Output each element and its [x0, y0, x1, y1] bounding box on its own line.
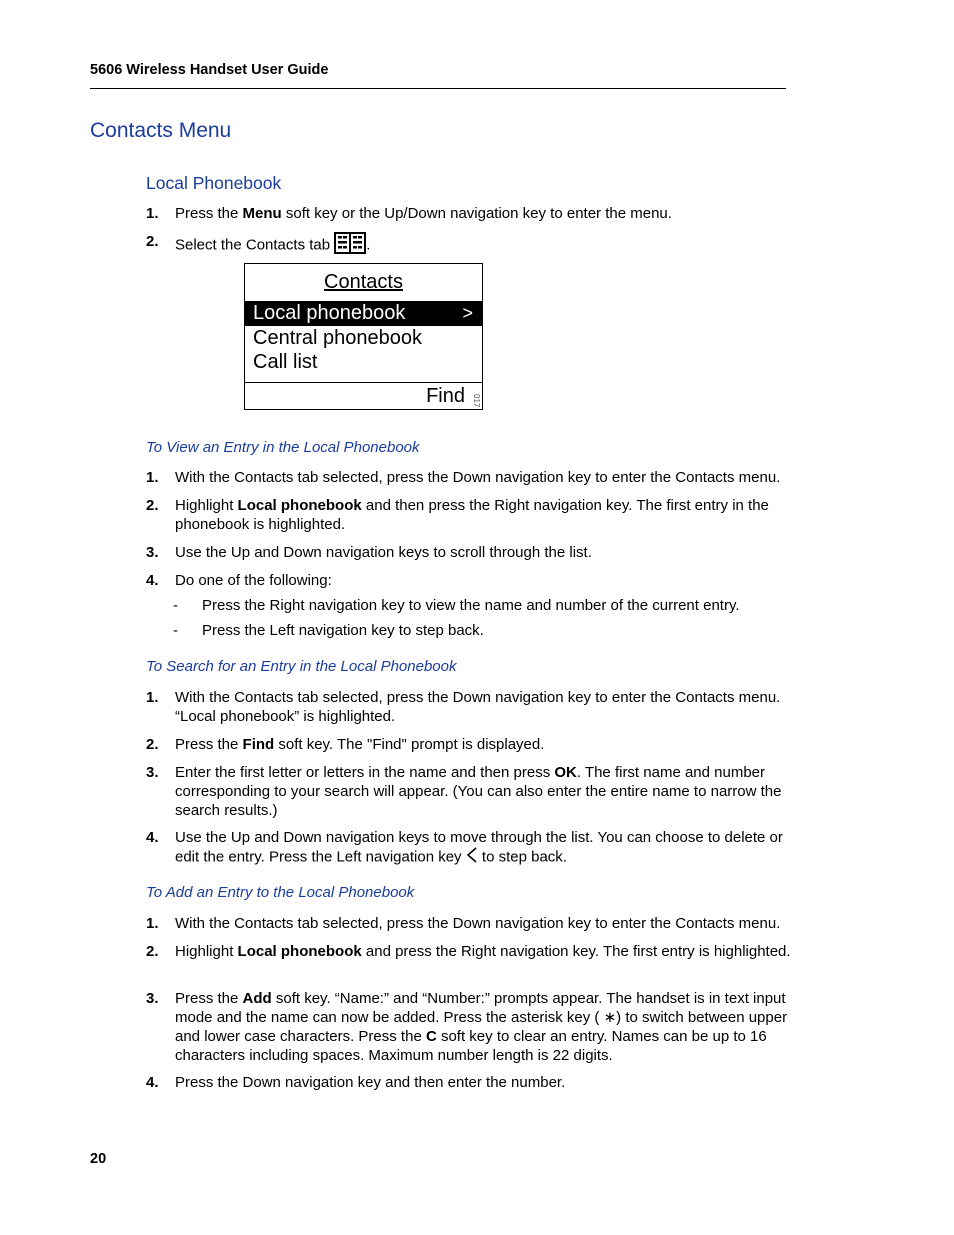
figure-number: 017 [472, 394, 481, 408]
asterisk-key-icon: ∗ [603, 1009, 617, 1026]
menu-key-label: Menu [242, 205, 282, 222]
step-number: 2. [146, 233, 159, 250]
screen-highlighted-item [245, 301, 482, 326]
add-entry-title: To Add an Entry to the Local Phonebook [146, 884, 415, 901]
page-number: 20 [90, 1151, 107, 1167]
add-step-4: 4. Press the Down navigation key and then enter the number. [146, 1074, 566, 1091]
chevron-right-icon: > [462, 303, 473, 323]
screen-item-central-phonebook: Central phonebook [253, 327, 423, 349]
view-option-1: - Press the Right navigation key to view the name and number of the current entry. [173, 597, 740, 614]
intro-step-2: 2. Select the Contacts tab . [146, 232, 791, 259]
search-step-2: 2. Press the Find soft key. The "Find" prompt is displayed. [146, 736, 545, 753]
view-step-3: 3. Use the Up and Down navigation keys to scroll through the list. [146, 544, 592, 561]
screen-item-local-phonebook: Local phonebook [253, 302, 406, 324]
header-rule [90, 88, 786, 89]
add-step-1: 1. With the Contacts tab selected, press the Down navigation key to enter the Contacts menu. [146, 915, 781, 932]
view-step-4: 4. Do one of the following: [146, 572, 332, 589]
subsection-title: Local Phonebook [146, 173, 282, 193]
section-title: Contacts Menu [90, 119, 232, 142]
view-step-1: 1. With the Contacts tab selected, press the Down navigation key to enter the Contacts menu. [146, 469, 781, 486]
contacts-tab-icon [334, 232, 366, 259]
add-step-2: 2. Highlight Local phonebook and press the Right navigation key. The first entry is highlighted. [146, 943, 791, 960]
search-step-3: 3. Enter the first letter or letters in the name and then press OK. The first name and number corresponding to your search will appear. (You can also enter the entire name to narrow the search results.) [146, 764, 782, 819]
screen-title: Contacts [324, 271, 403, 293]
left-navigation-key-icon [466, 847, 478, 868]
screen-item-call-list: Call list [253, 351, 318, 373]
search-step-4: 4. Use the Up and Down navigation keys to move through the list. You can choose to delete or edit the entry. Press the Left navigation key to step back. [146, 828, 791, 868]
handset-screen-figure [244, 263, 483, 410]
view-option-2: - Press the Left navigation key to step back. [173, 622, 484, 639]
view-step-2: 2. Highlight Local phonebook and then press the Right navigation key. The first entry in the phonebook is highlighted. [146, 497, 769, 533]
search-step-1: 1. With the Contacts tab selected, press the Down navigation key to enter the Contacts menu. “Local phonebook” is highlighted. [146, 689, 781, 725]
intro-step-1: 1. Press the Menu soft key or the Up/Down navigation key to enter the menu. [146, 205, 672, 222]
header-title: 5606 Wireless Handset User Guide [90, 62, 329, 78]
step-number: 1. [146, 205, 159, 222]
search-entry-title: To Search for an Entry in the Local Phonebook [146, 658, 457, 675]
screen-divider [245, 382, 482, 383]
view-entry-title: To View an Entry in the Local Phonebook [146, 439, 420, 456]
screen-softkey-find: Find [426, 385, 465, 407]
add-step-3: 3. Press the Add soft key. “Name:” and “Number:” prompts appear. The handset is in text input mode and the name can now be added. Press the asterisk key ( ∗) to switch between upper and lower case characters. Press the C soft key to clear an entry. Names can be up to 16 characters including spaces. Maximum number length is 22 digits. [146, 990, 788, 1064]
